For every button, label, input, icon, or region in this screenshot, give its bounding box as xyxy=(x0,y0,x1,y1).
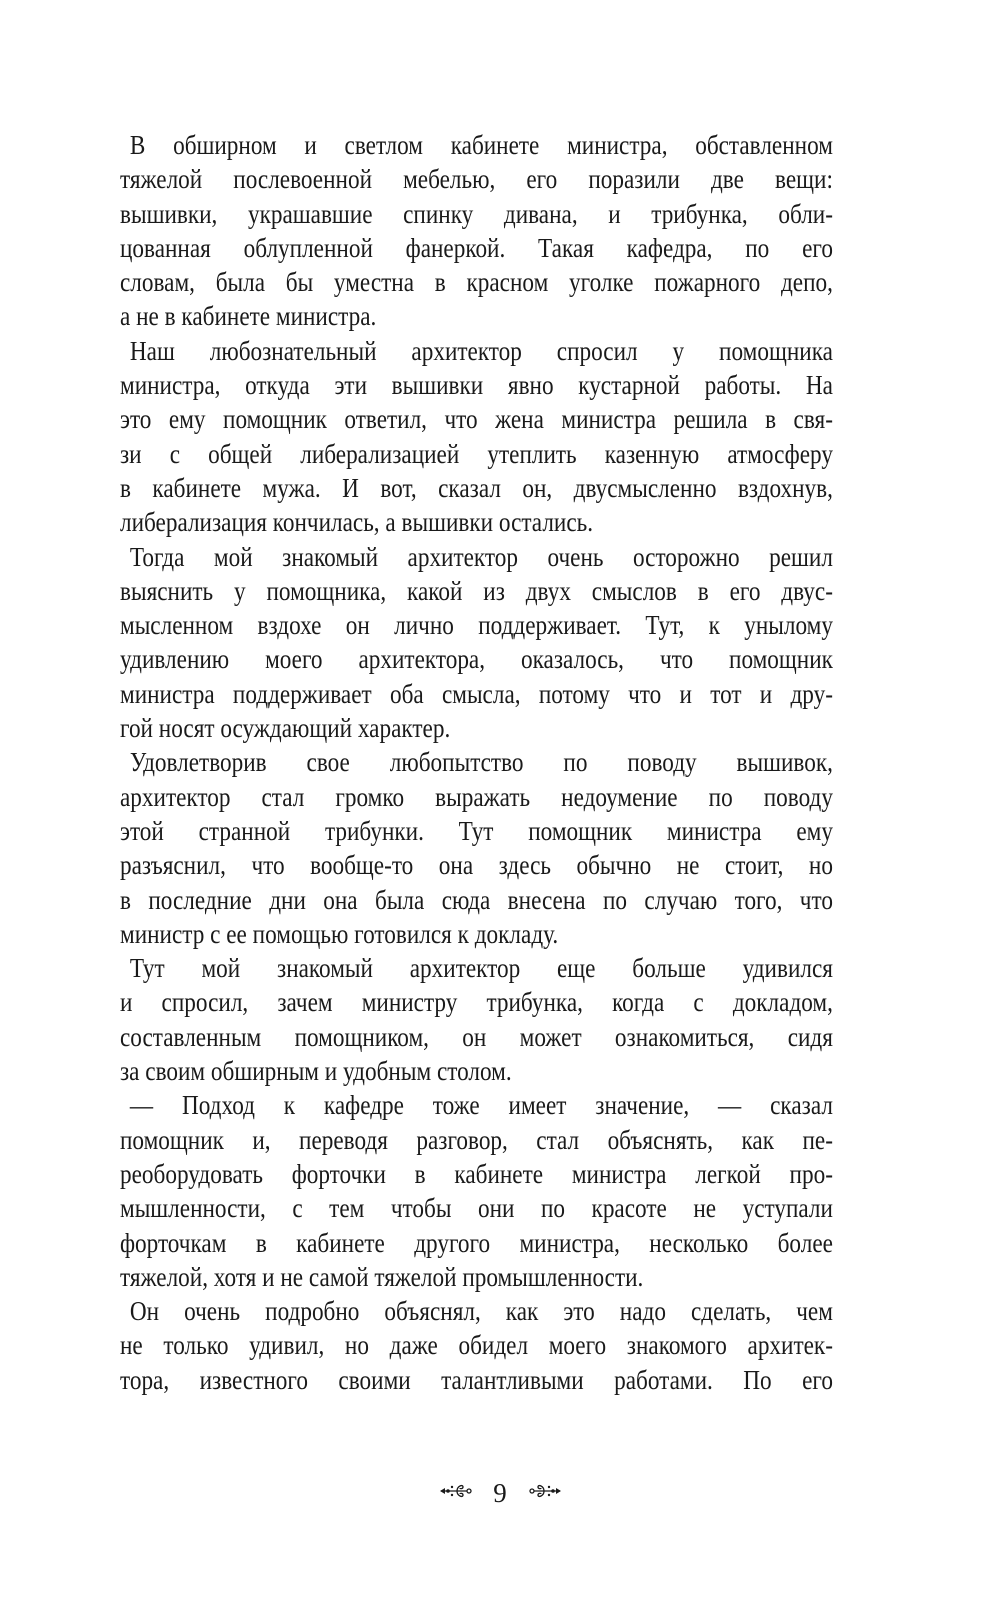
text-line: в кабинете мужа. И вот, сказал он, двусмысленно вздохнув, xyxy=(120,472,833,503)
text-line: удивлению моего архитектора, оказалось, что помощник xyxy=(120,644,833,675)
text-line: мышленности, с тем чтобы они по красоте не уступали xyxy=(120,1193,833,1224)
fleuron-right-icon xyxy=(528,1478,562,1509)
text-line: тора, известного своими талантливыми работами. По его xyxy=(120,1364,833,1395)
text-line: Удовлетворив свое любопытство по поводу вышивок, xyxy=(129,747,833,778)
paragraph xyxy=(120,334,833,540)
text-line: это ему помощник ответил, что жена министра решила в свя- xyxy=(120,404,833,435)
text-line: либерализация кончилась, а вышивки остались. xyxy=(120,507,594,538)
text-line: реоборудовать форточки в кабинете министра легкой про- xyxy=(120,1158,833,1189)
text-line: Он очень подробно объяснял, как это надо сделать, чем xyxy=(129,1296,833,1327)
text-line: этой странной трибунки. Тут помощник министра ему xyxy=(120,815,833,846)
text-line: министр с ее помощью готовился к докладу. xyxy=(120,918,559,949)
text-line: а не в кабинете министра. xyxy=(120,301,377,332)
text-line: министра поддерживает оба смысла, потому что и тот и дру- xyxy=(120,678,833,709)
text-line: за своим обширным и удобным столом. xyxy=(120,1056,512,1087)
paragraph xyxy=(120,540,833,746)
text-line: Тогда мой знакомый архитектор очень осторожно решил xyxy=(129,541,833,572)
text-line: тяжелой послевоенной мебелью, его поразили две вещи: xyxy=(120,164,833,195)
paragraph xyxy=(120,128,833,334)
text-line: не только удивил, но даже обидел моего знакомого архитек- xyxy=(120,1330,833,1361)
text-line: выяснить у помощника, какой из двух смыслов в его двус- xyxy=(120,575,833,606)
text-line: гой носят осуждающий характер. xyxy=(120,713,451,744)
text-line: министра, откуда эти вышивки явно кустарной работы. На xyxy=(120,370,833,401)
text-line: в последние дни она была сюда внесена по случаю того, что xyxy=(120,884,833,915)
page-number: 9 xyxy=(493,1478,507,1509)
paragraph xyxy=(120,1294,833,1397)
text-line: вышивки, украшавшие спинку дивана, и трибунка, обли- xyxy=(120,198,833,229)
text-line: и спросил, зачем министру трибунка, когда с докладом, xyxy=(120,987,833,1018)
text-line: Наш любознательный архитектор спросил у помощника xyxy=(129,335,833,366)
text-line: мысленном вздохе он лично поддерживает. Тут, к унылому xyxy=(120,610,833,641)
text-line: словам, была бы уместна в красном уголке пожарного депо, xyxy=(120,267,833,298)
text-line: Тут мой знакомый архитектор еще больше удивился xyxy=(129,953,833,984)
text-line: тяжелой, хотя и не самой тяжелой промышленности. xyxy=(120,1261,644,1292)
text-line: составленным помощником, он может ознакомиться, сидя xyxy=(120,1021,833,1052)
paragraph xyxy=(120,951,833,1088)
text-line: — Подход к кафедре тоже имеет значение, — сказал xyxy=(129,1090,833,1121)
fleuron-left-icon xyxy=(439,1478,473,1509)
text-line: форточкам в кабинете другого министра, несколько более xyxy=(120,1227,833,1258)
text-line: зи с общей либерализацией утеплить казенную атмосферу xyxy=(120,438,833,469)
text-line: помощник и, переводя разговор, стал объяснять, как пе- xyxy=(120,1124,833,1155)
text-line: В обширном и светлом кабинете министра, обставленном xyxy=(129,130,833,160)
text-line: разъяснил, что вообще-то она здесь обычно не стоит, но xyxy=(120,850,833,881)
paragraph-dialogue xyxy=(120,1088,833,1294)
page-body xyxy=(120,128,833,1397)
text-line: цованная облупленной фанеркой. Такая кафедра, по его xyxy=(120,232,833,263)
page-footer xyxy=(0,1476,1000,1509)
paragraph xyxy=(120,745,833,951)
text-line: архитектор стал громко выражать недоумение по поводу xyxy=(120,781,833,812)
